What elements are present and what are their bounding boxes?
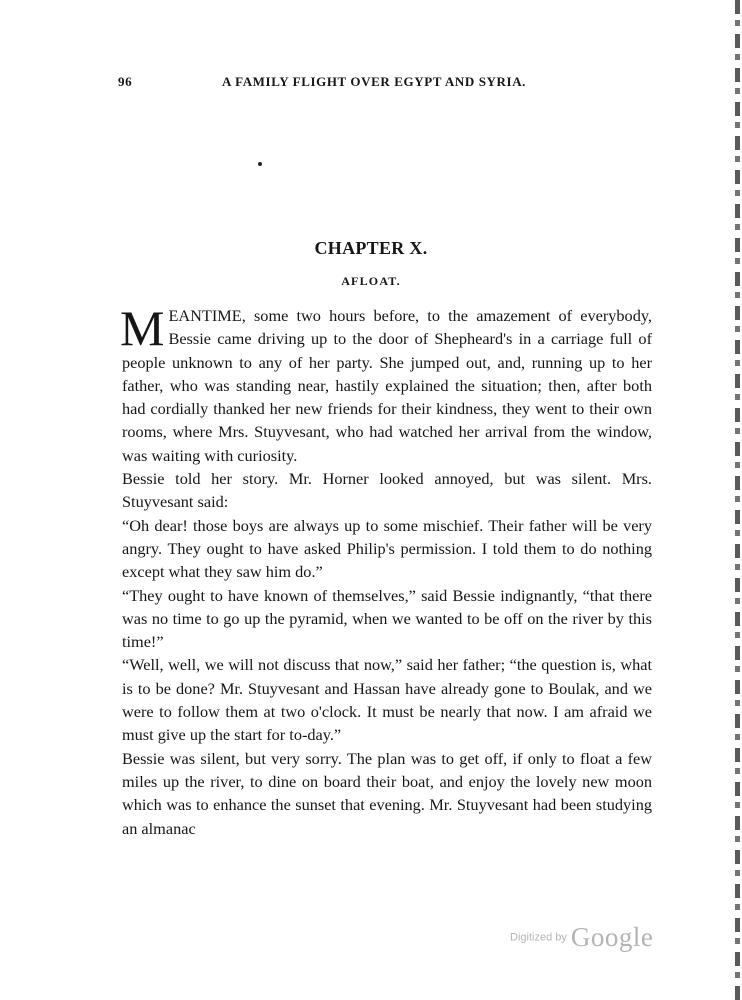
chapter-subtitle: AFLOAT. [341, 274, 401, 288]
chapter-title: CHAPTER X. [314, 238, 428, 258]
paragraph-5: “Well, well, we will not discuss that now,” said her father; “the question is, what is to be done? Mr. Stuyvesant and Hassan have already gone to Boulak, and we were to follow them at two o'clock. It must be nearly that now. I am afraid we must give up the start for to-day.” [122, 655, 652, 745]
paragraph-2: Bessie told her story. Mr. Horner looked annoyed, but was silent. Mrs. Stuyvesant said: [122, 469, 652, 512]
body-text [120, 300, 652, 840]
scan-edge-shadow [735, 0, 740, 1000]
drop-cap: M [120, 300, 165, 356]
watermark-small-text: Digitized by [510, 931, 567, 944]
page-number: 96 [118, 74, 133, 89]
scan-speck [258, 162, 262, 166]
digitized-watermark [510, 922, 670, 956]
paragraph-4: “They ought to have known of themselves,” said Bessie indignantly, “that there was no time to go up the pyramid, when we wanted to be off on the river by this time!” [122, 585, 652, 652]
running-head [118, 74, 656, 94]
running-title: A FAMILY FLIGHT OVER EGYPT AND SYRIA. [222, 74, 527, 89]
paragraph-1-text: EANTIME, some two hours before, to the amazement of everybody, Bessie came driving up to the door of Shepheard's in a carriage full of people unknown to any of her party. She jumped out, and, running up to her father, who was standing near, hastily explained the situation; then, after both had cordially thanked her new friends for their kindness, they went to their own rooms, where Mrs. Stuyvesant, who had watched her arrival from the window, was waiting with curiosity. [122, 306, 652, 465]
paragraph-3: “Oh dear! those boys are always up to some mischief. Their father will be very angry. They ought to have asked Philip's permission. I told them to do nothing except what they saw him do.” [122, 515, 652, 582]
paragraph-6: Bessie was silent, but very sorry. The plan was to get off, if only to float a few miles up the river, to dine on board their boat, and enjoy the lovely new moon which was to enhance the sunset that evening. Mr. Stuyvesant had been studying an almanac [122, 748, 652, 838]
paragraph-1 [120, 300, 652, 467]
watermark-logo-text: Google [570, 922, 654, 952]
